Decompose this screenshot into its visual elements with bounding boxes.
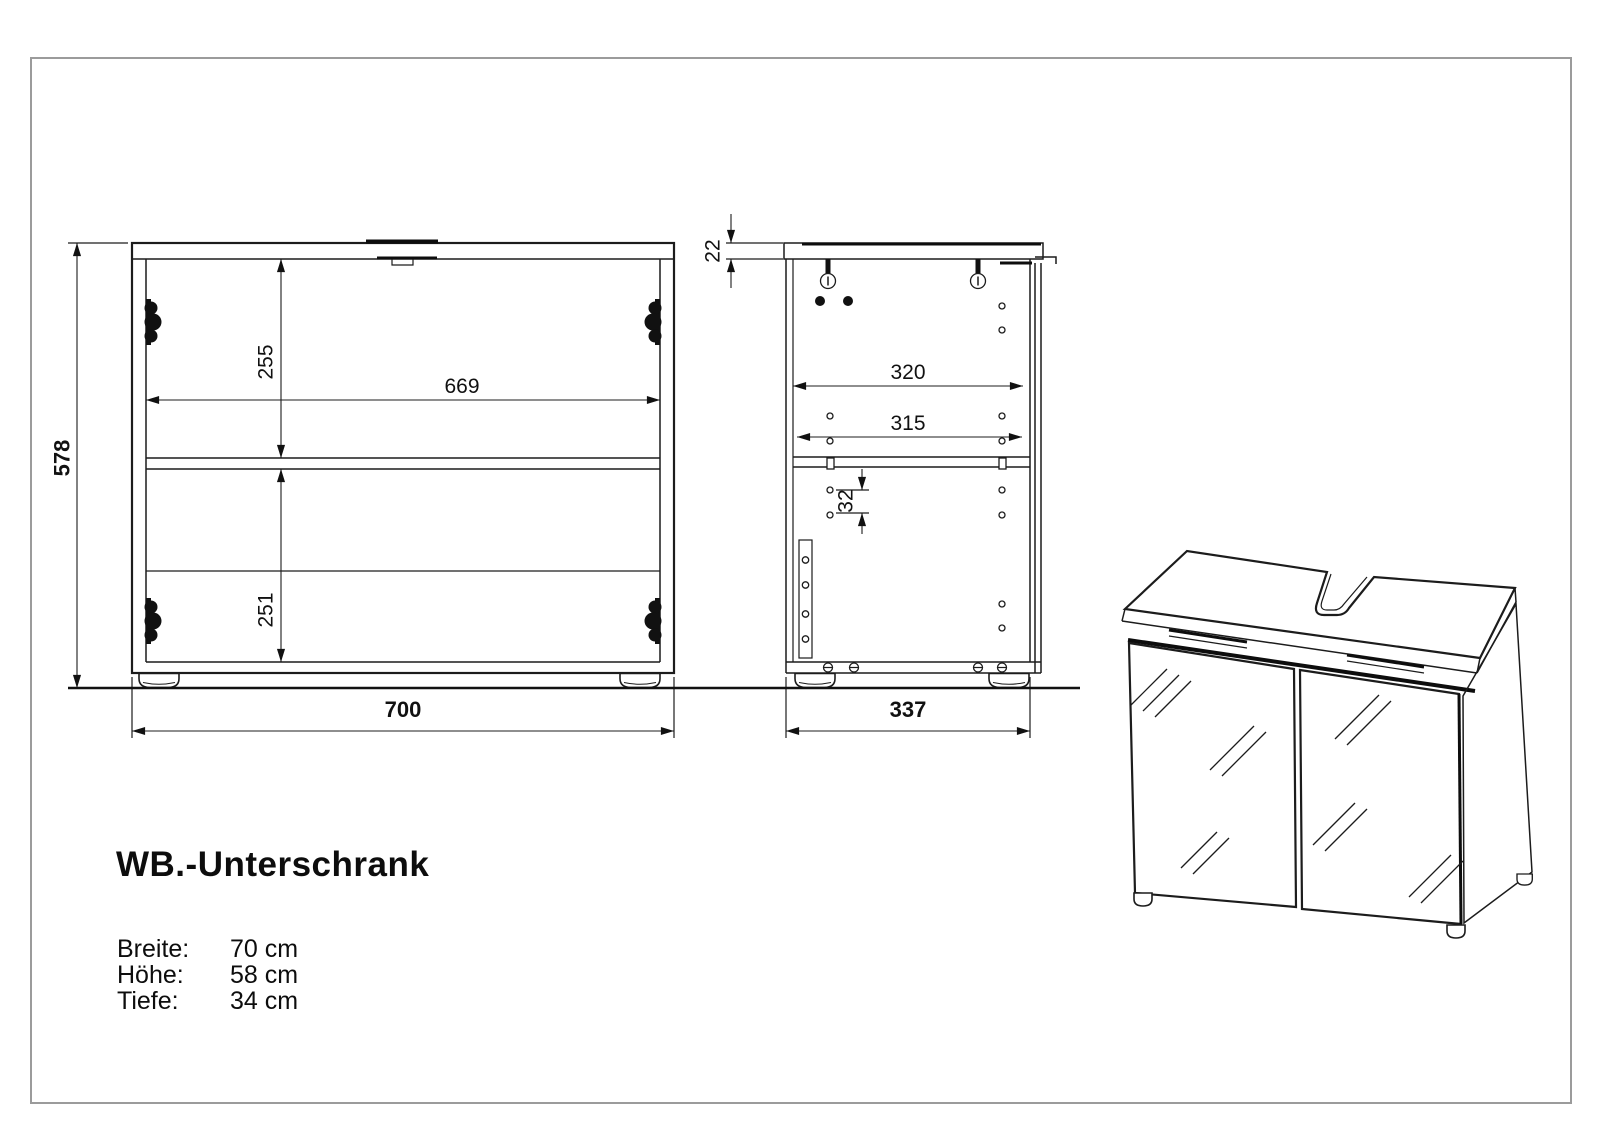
perspective-view — [1122, 551, 1532, 938]
perspective-top-panel — [1122, 551, 1516, 673]
front-handle-recess — [366, 242, 438, 266]
mounting-rail — [799, 540, 812, 658]
side-shelf — [793, 457, 1030, 469]
dim-front-inner-width — [146, 375, 660, 400]
spec-row-breite — [117, 936, 298, 962]
dim-front-upper-label: 255 — [254, 344, 278, 380]
front-view — [50, 242, 675, 739]
dim-front-upper-section — [255, 259, 282, 458]
dim-front-width — [132, 677, 674, 738]
spec-value-tiefe: 34 cm — [230, 987, 299, 1015]
cam-fittings — [815, 259, 986, 306]
title-block — [116, 845, 429, 885]
perspective-feet — [1134, 874, 1532, 938]
spec-row-tiefe — [117, 988, 298, 1014]
side-door-handle — [1035, 257, 1056, 264]
side-view — [702, 214, 1057, 738]
dim-front-height — [50, 243, 129, 688]
front-feet — [139, 674, 660, 688]
door-hinges — [145, 299, 662, 644]
spec-value-hoehe: 58 cm — [230, 961, 299, 989]
spec-label-hoehe: Höhe: — [117, 961, 184, 989]
bottom-screws — [824, 663, 1007, 672]
spec-row-hoehe — [117, 962, 298, 988]
drawing-title: WB.-Unterschrank — [116, 845, 430, 884]
spec-label-tiefe: Tiefe: — [117, 987, 179, 1015]
spec-table — [117, 936, 298, 1014]
dim-front-width-label: 700 — [384, 697, 422, 722]
spec-label-breite: Breite: — [117, 935, 190, 963]
dim-side-hole-span-label: 315 — [890, 412, 926, 435]
dim-side-top-thickness — [702, 214, 784, 288]
right-mirror-door — [1300, 670, 1461, 924]
dim-front-inner-width-label: 669 — [444, 375, 480, 398]
dim-side-hole-pitch — [835, 469, 870, 534]
dim-side-inner-depth — [793, 361, 1023, 386]
dim-side-depth-label: 337 — [889, 697, 927, 722]
dim-side-top-thickness-label: 22 — [701, 239, 725, 263]
side-cabinet-outline — [784, 243, 1056, 673]
front-cabinet-outline — [132, 243, 674, 673]
side-feet — [795, 674, 1029, 688]
dim-front-height-label: 578 — [49, 439, 75, 477]
dim-front-lower-section — [255, 469, 282, 662]
dim-front-lower-label: 251 — [254, 592, 278, 628]
mirror-hatch-marks — [1131, 669, 1463, 903]
dim-side-hole-pitch-label: 32 — [834, 489, 858, 513]
dim-side-inner-depth-label: 320 — [890, 361, 926, 384]
spec-value-breite: 70 cm — [230, 935, 299, 963]
